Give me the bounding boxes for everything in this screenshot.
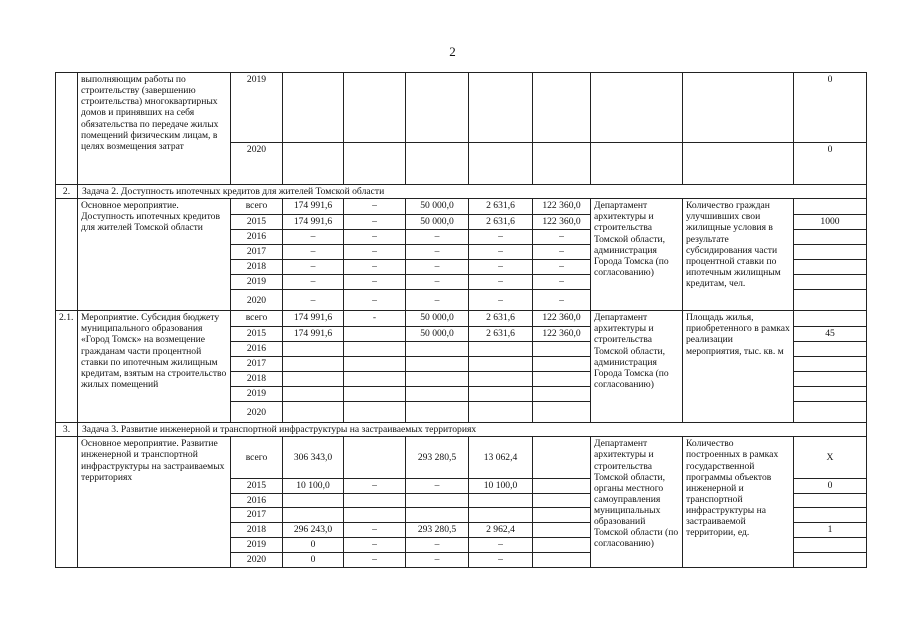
total-cell: 174 991,6 <box>283 311 344 327</box>
table-row <box>56 437 867 479</box>
local-cell: 2 631,6 <box>469 311 533 327</box>
year-cell: 2015 <box>231 479 283 494</box>
local-cell: 10 100,0 <box>469 479 533 494</box>
total-cell: 0 <box>283 552 344 567</box>
regional-cell: – <box>406 538 469 552</box>
task-number: 2. <box>56 185 78 199</box>
table-row <box>56 73 867 143</box>
program-table <box>55 72 867 568</box>
target-value: 45 <box>794 327 867 342</box>
task-title: Задача 2. Доступность ипотечных кредитов для жителей Томской области <box>78 185 867 199</box>
local-cell: 2 962,4 <box>469 523 533 538</box>
year-cell: 2019 <box>231 387 283 402</box>
indicator: Количество построенных в рамках государственной программы объектов инженерной и транспортной инфраструктуры на застраиваемой территории, ед. <box>683 437 794 567</box>
regional-cell: – <box>406 290 469 311</box>
local-cell: – <box>469 230 533 245</box>
target-value <box>794 311 867 327</box>
extrabudget-cell: – <box>533 245 591 260</box>
extrabudget-cell: 122 360,0 <box>533 215 591 230</box>
target-value: 0 <box>794 73 867 143</box>
year-cell: 2019 <box>231 73 283 143</box>
event-name: Мероприятие. Субсидия бюджету муниципального образования «Город Томск» на возмещение гражданам части процентной ставки по ипотечным жилищным кредитам, взятым на строительство жилых помещений <box>78 311 231 423</box>
federal-cell <box>344 437 406 479</box>
year-cell: 2015 <box>231 327 283 342</box>
regional-cell: 50 000,0 <box>406 215 469 230</box>
regional-cell: 50 000,0 <box>406 327 469 342</box>
extrabudget-cell: – <box>533 275 591 290</box>
year-cell: всего <box>231 311 283 327</box>
federal-cell: – <box>344 215 406 230</box>
year-cell: 2016 <box>231 230 283 245</box>
extrabudget-cell <box>533 552 591 567</box>
year-cell: 2015 <box>231 215 283 230</box>
regional-cell: 293 280,5 <box>406 437 469 479</box>
event-name: выполняющим работы по строительству (завершению строительства) многоквартирных домов и принявших на себя обязательства по передаче жилых помещений физическим лицам, в целях возмещения затрат <box>78 73 231 185</box>
year-cell: 2018 <box>231 523 283 538</box>
target-value: 0 <box>794 479 867 494</box>
target-value <box>794 199 867 215</box>
local-cell: 2 631,6 <box>469 199 533 215</box>
event-name: Основное мероприятие. Доступность ипотечных кредитов для жителей Томской области <box>78 199 231 311</box>
total-cell: 174 991,6 <box>283 199 344 215</box>
regional-cell: – <box>406 552 469 567</box>
regional-cell: 50 000,0 <box>406 311 469 327</box>
federal-cell: – <box>344 523 406 538</box>
target-value: 0 <box>794 143 867 185</box>
total-cell: 174 991,6 <box>283 327 344 342</box>
page-number: 2 <box>449 44 456 59</box>
total-cell: – <box>283 230 344 245</box>
regional-cell: – <box>406 245 469 260</box>
extrabudget-cell: 122 360,0 <box>533 327 591 342</box>
event-name: Основное мероприятие. Развитие инженерной и транспортной инфраструктуры на застраиваемых территориях <box>78 437 231 567</box>
regional-cell: – <box>406 275 469 290</box>
year-cell: всего <box>231 199 283 215</box>
federal-cell: – <box>344 552 406 567</box>
regional-cell: – <box>406 260 469 275</box>
task-row <box>56 185 867 199</box>
local-cell: – <box>469 538 533 552</box>
local-cell: 2 631,6 <box>469 327 533 342</box>
federal-cell: – <box>344 199 406 215</box>
indicator: Количество граждан улучшивших свои жилищные условия в результате субсидирования части процентной ставки по ипотечным жилищным кредитам, чел. <box>683 199 794 311</box>
year-cell: 2016 <box>231 494 283 508</box>
regional-cell: 50 000,0 <box>406 199 469 215</box>
total-cell: – <box>283 245 344 260</box>
executor: Департамент архитектуры и строительства Томской области, администрация Города Томска (по согласованию) <box>591 311 683 423</box>
task-row <box>56 423 867 437</box>
year-cell: 2017 <box>231 245 283 260</box>
federal-cell: – <box>344 230 406 245</box>
extrabudget-cell: – <box>533 230 591 245</box>
year-cell: 2018 <box>231 372 283 387</box>
federal-cell: – <box>344 245 406 260</box>
target-value <box>794 538 867 552</box>
extrabudget-cell: 122 360,0 <box>533 199 591 215</box>
total-cell: – <box>283 260 344 275</box>
local-cell: – <box>469 552 533 567</box>
extrabudget-cell: – <box>533 260 591 275</box>
year-cell: 2018 <box>231 260 283 275</box>
table-row <box>56 199 867 215</box>
regional-cell: – <box>406 230 469 245</box>
year-cell: 2020 <box>231 290 283 311</box>
extrabudget-cell: – <box>533 290 591 311</box>
target-value <box>794 290 867 311</box>
local-cell: – <box>469 245 533 260</box>
federal-cell: - <box>344 311 406 327</box>
federal-cell: – <box>344 275 406 290</box>
target-value <box>794 230 867 245</box>
year-cell: всего <box>231 437 283 479</box>
year-cell: 2017 <box>231 357 283 372</box>
total-cell: 174 991,6 <box>283 215 344 230</box>
row-number <box>56 73 78 185</box>
task-title: Задача 3. Развитие инженерной и транспортной инфраструктуры на застраиваемых территориях <box>78 423 867 437</box>
total-cell: – <box>283 275 344 290</box>
row-number: 2.1. <box>56 311 78 423</box>
regional-cell: – <box>406 479 469 494</box>
federal-cell: – <box>344 260 406 275</box>
regional-cell: 293 280,5 <box>406 523 469 538</box>
local-cell: 2 631,6 <box>469 215 533 230</box>
total-cell: – <box>283 290 344 311</box>
table-row <box>56 311 867 327</box>
extrabudget-cell <box>533 437 591 479</box>
extrabudget-cell <box>533 538 591 552</box>
target-value <box>794 260 867 275</box>
year-cell: 2016 <box>231 342 283 357</box>
federal-cell: – <box>344 538 406 552</box>
target-value: 1000 <box>794 215 867 230</box>
extrabudget-cell <box>533 523 591 538</box>
year-cell: 2019 <box>231 538 283 552</box>
local-cell: – <box>469 290 533 311</box>
federal-cell: – <box>344 479 406 494</box>
total-cell: 10 100,0 <box>283 479 344 494</box>
total-cell: 306 343,0 <box>283 437 344 479</box>
total-cell: 296 243,0 <box>283 523 344 538</box>
extrabudget-cell: 122 360,0 <box>533 311 591 327</box>
target-value: 1 <box>794 523 867 538</box>
indicator: Площадь жилья, приобретенного в рамках реализации мероприятия, тыс. кв. м <box>683 311 794 423</box>
year-cell: 2019 <box>231 275 283 290</box>
local-cell: – <box>469 275 533 290</box>
task-number: 3. <box>56 423 78 437</box>
target-value <box>794 552 867 567</box>
year-cell: 2017 <box>231 508 283 523</box>
total-cell: 0 <box>283 538 344 552</box>
executor: Департамент архитектуры и строительства Томской области, органы местного самоуправления муниципальных образований Томской области (по согласованию) <box>591 437 683 567</box>
target-value: Х <box>794 437 867 479</box>
federal-cell: – <box>344 290 406 311</box>
extrabudget-cell <box>533 479 591 494</box>
year-cell: 2020 <box>231 552 283 567</box>
local-cell: 13 062,4 <box>469 437 533 479</box>
year-cell: 2020 <box>231 402 283 423</box>
target-value <box>794 245 867 260</box>
target-value <box>794 275 867 290</box>
executor: Департамент архитектуры и строительства Томской области, администрация Города Томска (по согласованию) <box>591 199 683 311</box>
federal-cell <box>344 327 406 342</box>
local-cell: – <box>469 260 533 275</box>
year-cell: 2020 <box>231 143 283 185</box>
